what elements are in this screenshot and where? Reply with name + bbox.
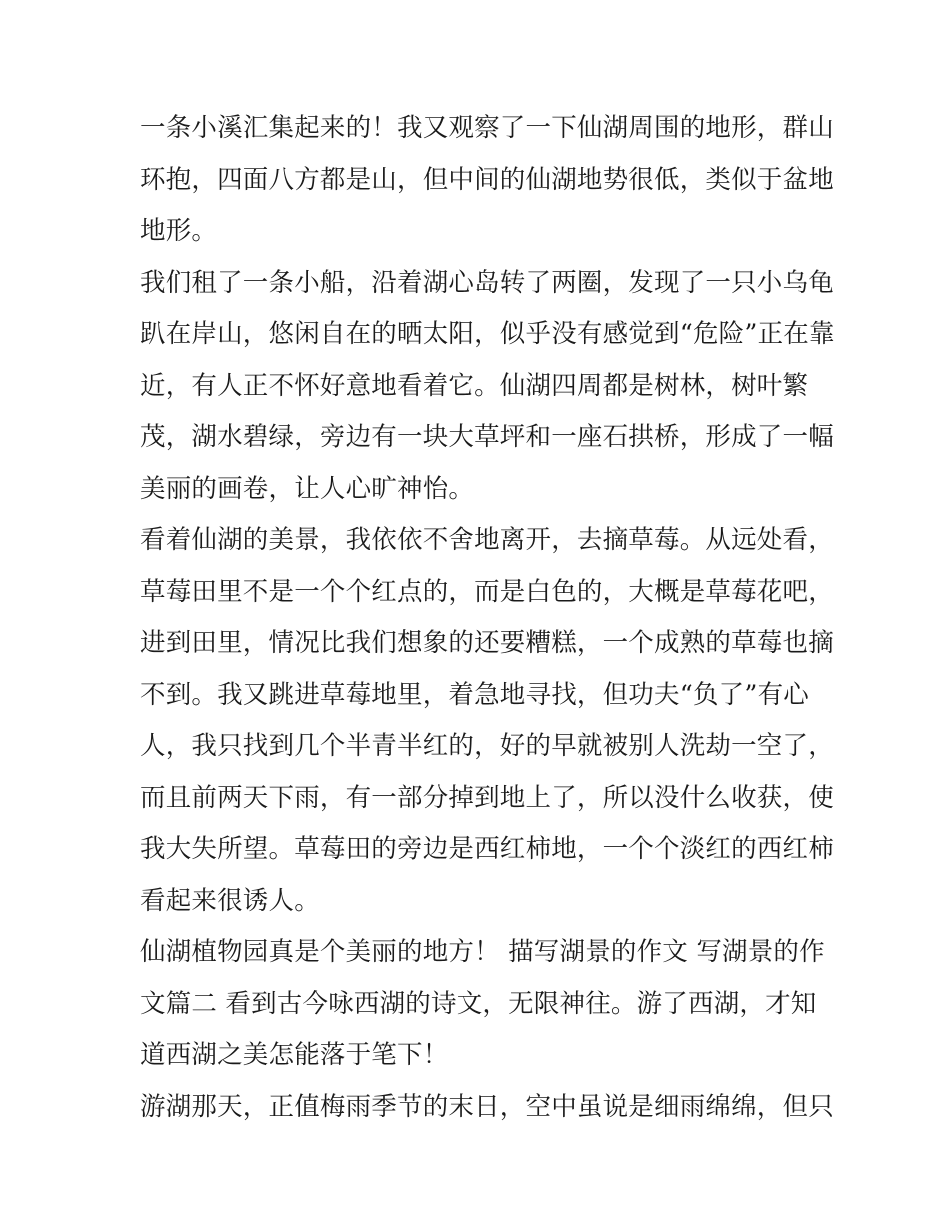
text-line: 趴在岸山，悠闲自在的晒太阳，似乎没有感觉到“危险”正在靠 [140, 319, 835, 349]
text-line: 进到田里，情况比我们想象的还要糟糕，一个成熟的草莓也摘 [140, 628, 834, 658]
document-body [140, 103, 835, 1133]
text-line: 道西湖之美怎能落于笔下！ [140, 1040, 449, 1070]
text-line: 近，有人正不怀好意地看着它。仙湖四周都是树林，树叶繁 [140, 370, 809, 401]
text-line: 仙湖植物园真是个美丽的地方！ 描写湖景的作文 写湖景的作 [140, 937, 825, 967]
text-line: 我大失所望。草莓田的旁边是西红柿地，一个个淡红的西红柿 [140, 834, 834, 864]
text-line: 美丽的画卷，让人心旷神怡。 [140, 473, 475, 504]
text-line: 茂，湖水碧绿，旁边有一块大草坪和一座石拱桥，形成了一幅 [140, 422, 834, 452]
text-line: 一条小溪汇集起来的！我又观察了一下仙湖周围的地形，群山 [140, 113, 834, 143]
text-line: 草莓田里不是一个个红点的，而是白色的，大概是草莓花吧， [140, 576, 834, 607]
text-line: 我们租了一条小船，沿着湖心岛转了两圈，发现了一只小乌龟 [140, 267, 834, 298]
text-line: 游湖那天，正值梅雨季节的末日，空中虽说是细雨绵绵，但只 [140, 1091, 834, 1122]
text-line: 看着仙湖的美景，我依依不舍地离开，去摘草莓。从远处看， [140, 525, 834, 555]
text-line: 地形。 [140, 216, 218, 246]
text-line: 看起来很诱人。 [140, 885, 320, 916]
text-line: 环抱，四面八方都是山，但中间的仙湖地势很低，类似于盆地 [140, 164, 834, 195]
text-line: 文篇二 看到古今咏西湖的诗文，无限神往。游了西湖，才知 [140, 988, 817, 1019]
text-line: 不到。我又跳进草莓地里，着急地寻找，但功夫“负了”有心 [140, 679, 809, 710]
text-line: 而且前两天下雨，有一部分掉到地上了，所以没什么收获，使 [140, 782, 834, 813]
text-line: 人，我只找到几个半青半红的，好的早就被别人洗劫一空了， [140, 731, 834, 761]
